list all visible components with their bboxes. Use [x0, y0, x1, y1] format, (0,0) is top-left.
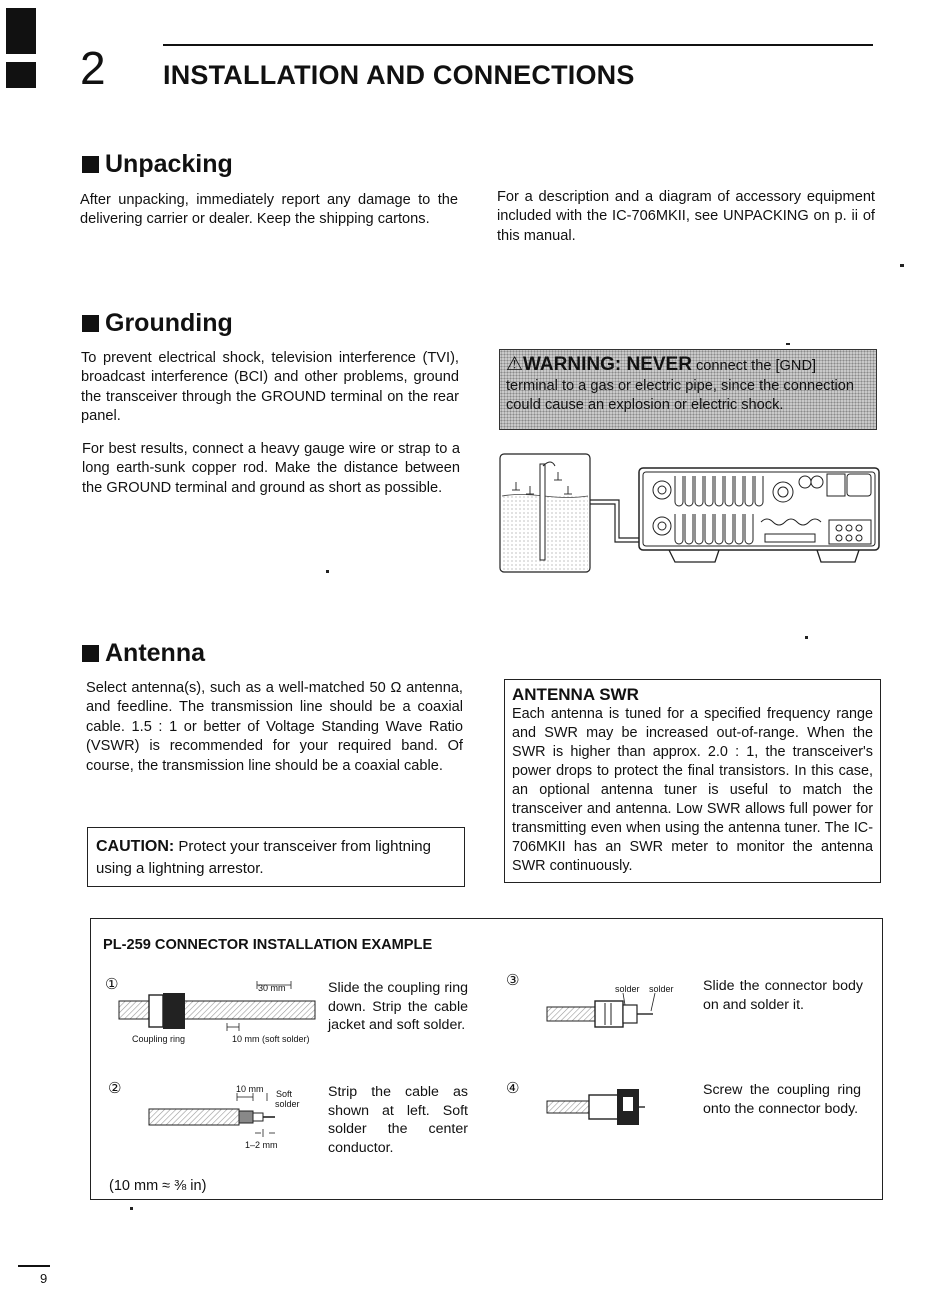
grounding-heading — [82, 309, 233, 338]
step-1-text: Slide the coupling ring down. Strip the cable jacket and soft solder. — [328, 980, 468, 1033]
step-2-label-soft: Soft — [276, 1089, 293, 1099]
chapter-rule — [163, 44, 873, 46]
antenna-heading-text: Antenna — [105, 639, 205, 667]
grounding-para-2: For best results, connect a heavy gauge wire or strap to a long earth-sunk copper rod. Make the distance between the GROUND terminal and ground as short as possible. — [82, 441, 460, 496]
step-2-label-10mm: 10 mm — [236, 1084, 264, 1094]
step-4-number: ④ — [506, 1080, 520, 1097]
step-1-number: ① — [105, 976, 119, 993]
caution-text: Protect your transceiver from lightning using a lightning arrestor. — [96, 838, 431, 877]
chapter-number: 2 — [80, 42, 106, 94]
warning-text: connect the [GND] terminal to a gas or electric pipe, since the connection could cause an explosion or electric shock. — [506, 358, 855, 413]
warning-lead: ⚠WARNING: NEVER — [506, 354, 692, 375]
step-4-text: Screw the coupling ring onto the connector body. — [703, 1082, 861, 1117]
step-1-label-soft-solder: 10 mm (soft solder) — [232, 1034, 310, 1044]
step-4-figure — [543, 1083, 653, 1129]
pl259-footnote: (10 mm ≈ ⅜ in) — [109, 1178, 207, 1194]
grounding-para-1: To prevent electrical shock, television interference (TVI), broadcast interference (BCI) and other problems, ground the transceiver through the GROUND terminal on the rear panel. — [81, 350, 459, 425]
caution-box — [87, 827, 465, 887]
step-2-number: ② — [108, 1080, 122, 1097]
step-3-text: Slide the connector body on and solder it. — [703, 978, 863, 1013]
grounding-illustration — [499, 452, 883, 576]
warning-box — [499, 349, 877, 430]
antenna-swr-title: ANTENNA SWR — [512, 685, 639, 704]
heading-square-icon — [82, 315, 99, 332]
scan-speck — [900, 264, 904, 267]
step-2-text: Strip the cable as shown at left. Soft solder the center conductor. — [328, 1084, 468, 1156]
page-number-rule — [18, 1265, 50, 1267]
chapter-tab-marker-lower — [6, 62, 36, 88]
antenna-swr-text: Each antenna is tuned for a specified frequency range and SWR may be increased out-of-range. When the SWR is higher than approx. 2.0 : 1, the transceiver's power drops to protect the final transistors. In this case, an optional antenna tuner is useful to match the transceiver and antenna. Low SWR allows full power for transmitting even when using the antenna tuner. The IC-706MKII has an SWR meter to monitor the antenna SWR continuously. — [512, 706, 873, 874]
page-number: 9 — [40, 1271, 48, 1286]
scan-speck — [130, 1207, 133, 1210]
scan-speck — [805, 636, 808, 639]
step-3-figure — [543, 993, 683, 1033]
pl259-title: PL-259 CONNECTOR INSTALLATION EXAMPLE — [103, 937, 433, 953]
step-2-label-solder: solder — [275, 1099, 300, 1109]
pl259-box — [90, 918, 883, 1200]
step-1-label-30mm: 30 mm — [258, 983, 286, 993]
antenna-swr-box — [504, 679, 881, 883]
caution-label: CAUTION: — [96, 838, 175, 855]
step-3-number: ③ — [506, 972, 520, 989]
unpacking-heading — [82, 150, 233, 179]
step-1-label-coupling-ring: Coupling ring — [132, 1034, 186, 1044]
heading-square-icon — [82, 156, 99, 173]
chapter-tab-marker — [6, 8, 36, 54]
antenna-heading — [82, 639, 205, 668]
scan-speck — [786, 343, 790, 345]
heading-square-icon — [82, 645, 99, 662]
step-2-label-1-2mm: 1–2 mm — [245, 1140, 278, 1150]
scan-speck — [326, 570, 329, 573]
chapter-title: INSTALLATION AND CONNECTIONS — [163, 60, 635, 90]
antenna-text: Select antenna(s), such as a well-matched 50 Ω antenna, and feedline. The transmission line should be a coaxial cable. 1.5 : 1 or better of Voltage Standing Wave Ratio (VSWR) is recommended for your required band. Of course, the transmission line should be a coaxial cable. — [86, 680, 463, 774]
grounding-heading-text: Grounding — [105, 309, 233, 337]
step-3-label-solder-1: solder — [615, 984, 640, 994]
step-3-label-solder-2: solder — [649, 984, 674, 994]
unpacking-right-text: For a description and a diagram of accessory equipment included with the IC-706MKII, see UNPACKING on p. ii of this manual. — [497, 189, 875, 244]
unpacking-left-text: After unpacking, immediately report any damage to the delivering carrier or dealer. Keep the shipping cartons. — [80, 192, 458, 228]
unpacking-heading-text: Unpacking — [105, 150, 233, 178]
